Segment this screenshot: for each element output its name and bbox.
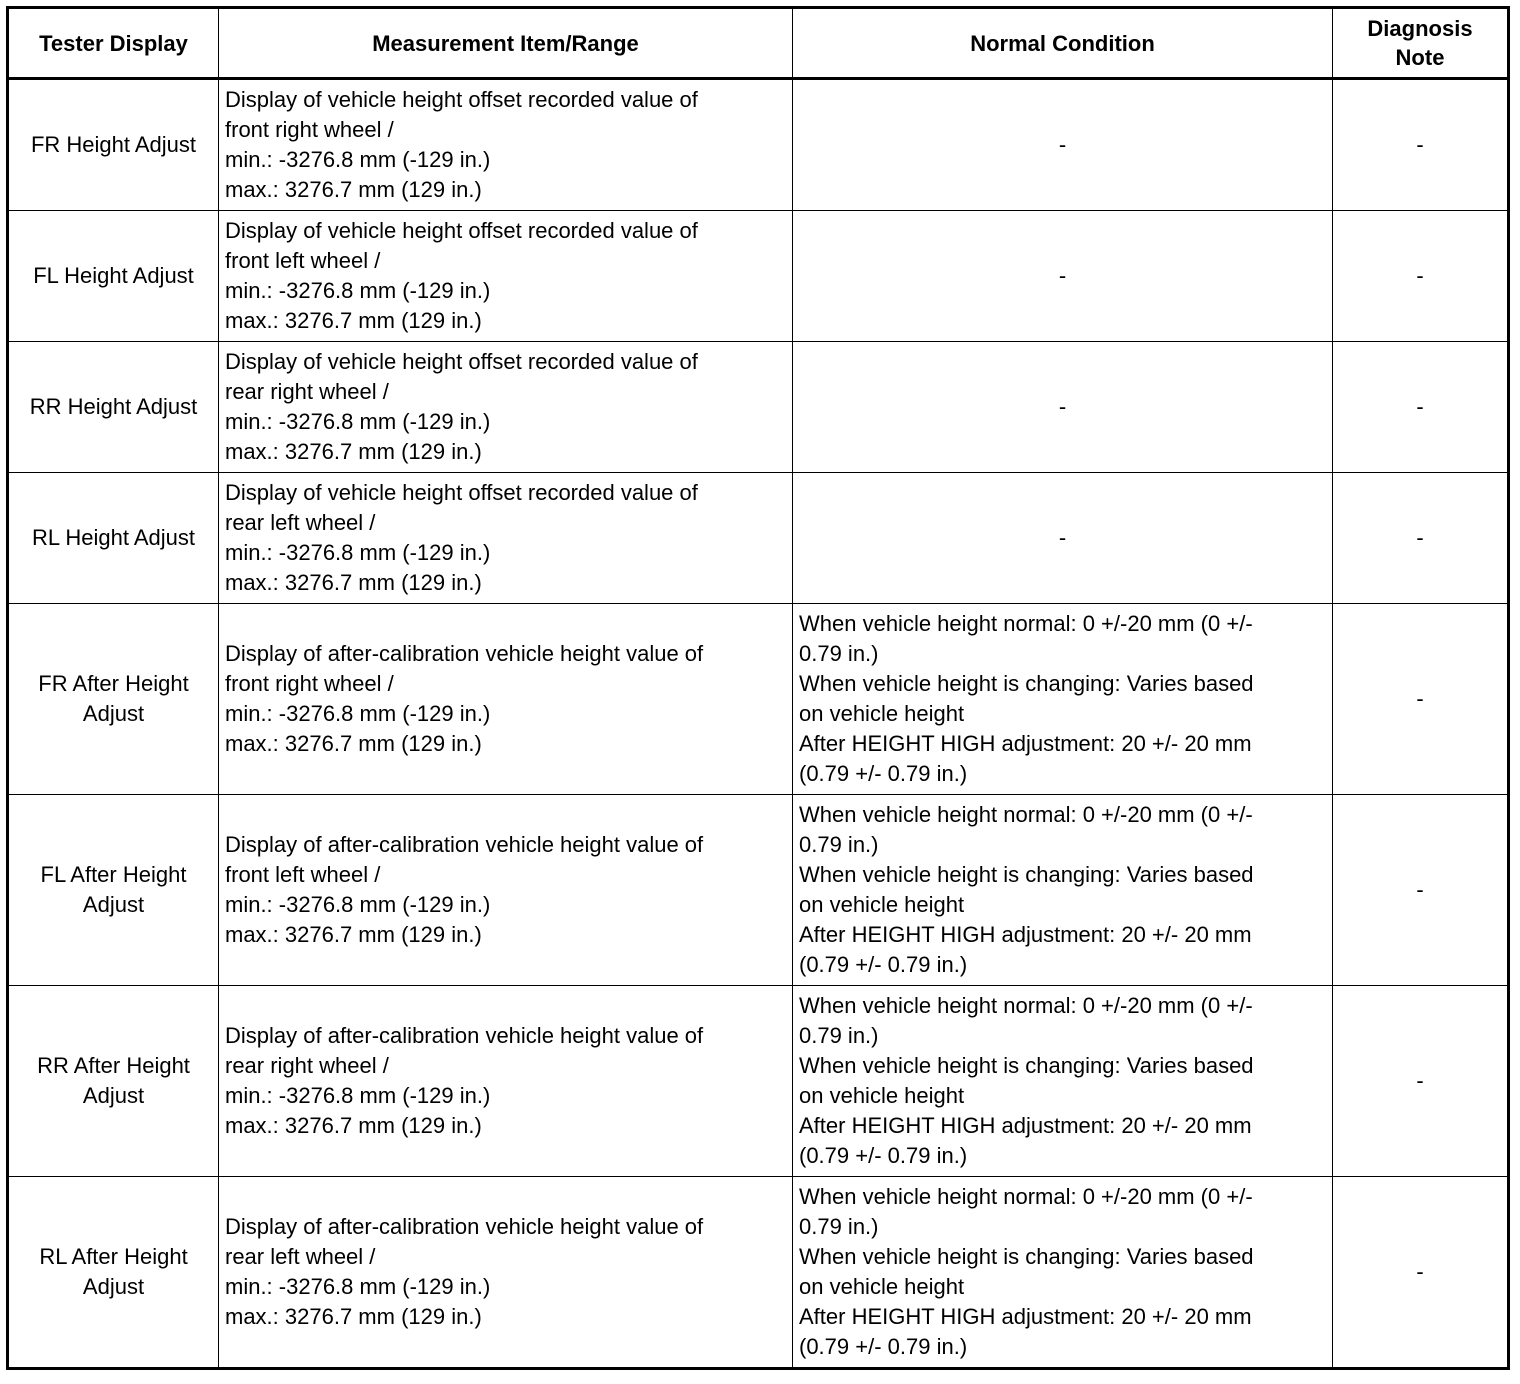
measurement-line: rear right wheel / [225,1053,389,1078]
normal-condition-line: 0.79 in.) [799,1214,879,1239]
tester-display-line: RR Height Adjust [29,394,198,419]
table-row [8,986,1509,1177]
tester-display-cell [8,1177,219,1369]
normal-condition-line: 0.79 in.) [799,641,879,666]
normal-condition-line: 0.79 in.) [799,832,879,857]
tester-display-cell [8,795,219,986]
tester-display-line: RL Height Adjust [31,525,196,550]
measurement-line: Display of vehicle height offset recorded value of [225,218,698,243]
tester-display-cell [8,79,219,211]
measurement-cell [219,211,793,342]
measurement-line: min.: -3276.8 mm (-129 in.) [225,147,491,172]
header-tester-display: Tester Display [8,8,219,79]
normal-condition-line: After HEIGHT HIGH adjustment: 20 +/- 20 mm [799,1304,1252,1329]
normal-condition-line: (0.79 +/- 0.79 in.) [799,1334,968,1359]
normal-condition-cell [793,211,1333,342]
normal-condition-cell [793,342,1333,473]
normal-condition-line: on vehicle height [799,1083,965,1108]
table-body [8,79,1509,1369]
normal-condition-cell [793,986,1333,1177]
normal-condition-line: on vehicle height [799,892,965,917]
normal-condition-line: (0.79 +/- 0.79 in.) [799,952,968,977]
normal-condition-line: - [1058,394,1067,419]
normal-condition-line: When vehicle height is changing: Varies based [799,1053,1254,1078]
table-row [8,473,1509,604]
tester-display-cell [8,473,219,604]
diagnosis-note-cell: - [1333,795,1509,986]
measurement-line: Display of vehicle height offset recorded value of [225,87,698,112]
normal-condition-line: When vehicle height is changing: Varies based [799,1244,1254,1269]
measurement-line: min.: -3276.8 mm (-129 in.) [225,278,491,303]
tester-display-line: FL After Height [40,862,187,887]
normal-condition-line: When vehicle height normal: 0 +/-20 mm (0 +/- [799,1184,1253,1209]
diagnosis-note-cell: - [1333,211,1509,342]
normal-condition-cell [793,79,1333,211]
measurement-cell [219,79,793,211]
tester-display-line: RR After Height [37,1053,190,1078]
tester-display-line: RL After Height [39,1244,188,1269]
normal-condition-line: When vehicle height normal: 0 +/-20 mm (0 +/- [799,802,1253,827]
diagnosis-note-cell: - [1333,79,1509,211]
measurement-line: rear right wheel / [225,379,389,404]
diagnosis-note-cell: - [1333,342,1509,473]
measurement-line: Display of after-calibration vehicle height value of [225,641,704,666]
measurement-line: front left wheel / [225,248,381,273]
measurement-line: min.: -3276.8 mm (-129 in.) [225,540,491,565]
normal-condition-line: After HEIGHT HIGH adjustment: 20 +/- 20 mm [799,731,1252,756]
header-normal-condition: Normal Condition [793,8,1333,79]
tester-display-line: FR After Height [38,671,189,696]
diagnosis-note-cell: - [1333,986,1509,1177]
normal-condition-cell [793,1177,1333,1369]
header-diagnosis-note [1333,8,1509,79]
tester-display-cell [8,604,219,795]
data-list-table [6,6,1510,1370]
measurement-line: Display of vehicle height offset recorded value of [225,480,698,505]
header-row [8,8,1509,79]
normal-condition-line: When vehicle height is changing: Varies based [799,671,1254,696]
tester-display-line: FL Height Adjust [33,263,194,288]
measurement-line: max.: 3276.7 mm (129 in.) [225,570,482,595]
measurement-cell [219,473,793,604]
measurement-line: rear left wheel / [225,510,376,535]
measurement-line: Display of vehicle height offset recorded value of [225,349,698,374]
normal-condition-line: on vehicle height [799,701,965,726]
tester-display-line: Adjust [82,701,145,726]
tester-display-line: Adjust [82,892,145,917]
tester-display-cell [8,342,219,473]
measurement-line: max.: 3276.7 mm (129 in.) [225,308,482,333]
normal-condition-line: When vehicle height is changing: Varies based [799,862,1254,887]
normal-condition-line: When vehicle height normal: 0 +/-20 mm (0 +/- [799,993,1253,1018]
measurement-line: Display of after-calibration vehicle height value of [225,1023,704,1048]
normal-condition-cell [793,604,1333,795]
table-row [8,1177,1509,1369]
normal-condition-line: (0.79 +/- 0.79 in.) [799,1143,968,1168]
normal-condition-line: - [1058,132,1067,157]
diagnosis-note-cell: - [1333,604,1509,795]
measurement-line: front right wheel / [225,117,394,142]
normal-condition-line: After HEIGHT HIGH adjustment: 20 +/- 20 mm [799,1113,1252,1138]
normal-condition-line: on vehicle height [799,1274,965,1299]
tester-display-line: Adjust [82,1274,145,1299]
table-row [8,795,1509,986]
diagnosis-note-cell: - [1333,473,1509,604]
normal-condition-cell [793,795,1333,986]
measurement-line: max.: 3276.7 mm (129 in.) [225,177,482,202]
measurement-line: min.: -3276.8 mm (-129 in.) [225,1083,491,1108]
table-row [8,342,1509,473]
header-diagnosis-note-line1: Diagnosis [1367,16,1473,41]
measurement-line: max.: 3276.7 mm (129 in.) [225,1113,482,1138]
tester-display-cell [8,986,219,1177]
measurement-line: front right wheel / [225,671,394,696]
normal-condition-line: After HEIGHT HIGH adjustment: 20 +/- 20 mm [799,922,1252,947]
measurement-line: Display of after-calibration vehicle height value of [225,1214,704,1239]
measurement-line: max.: 3276.7 mm (129 in.) [225,439,482,464]
measurement-cell [219,986,793,1177]
normal-condition-line: - [1058,263,1067,288]
tester-display-cell [8,211,219,342]
measurement-line: max.: 3276.7 mm (129 in.) [225,731,482,756]
measurement-line: min.: -3276.8 mm (-129 in.) [225,892,491,917]
normal-condition-line: When vehicle height normal: 0 +/-20 mm (0 +/- [799,611,1253,636]
measurement-line: Display of after-calibration vehicle height value of [225,832,704,857]
measurement-line: front left wheel / [225,862,381,887]
normal-condition-line: (0.79 +/- 0.79 in.) [799,761,968,786]
measurement-line: max.: 3276.7 mm (129 in.) [225,1304,482,1329]
measurement-cell [219,604,793,795]
measurement-cell [219,795,793,986]
measurement-line: min.: -3276.8 mm (-129 in.) [225,1274,491,1299]
normal-condition-line: 0.79 in.) [799,1023,879,1048]
measurement-line: min.: -3276.8 mm (-129 in.) [225,409,491,434]
header-measurement: Measurement Item/Range [219,8,793,79]
tester-display-line: FR Height Adjust [30,132,197,157]
measurement-cell [219,342,793,473]
measurement-line: min.: -3276.8 mm (-129 in.) [225,701,491,726]
normal-condition-line: - [1058,525,1067,550]
measurement-line: max.: 3276.7 mm (129 in.) [225,922,482,947]
measurement-line: rear left wheel / [225,1244,376,1269]
table-row [8,604,1509,795]
header-diagnosis-note-line2: Note [1395,45,1445,70]
measurement-cell [219,1177,793,1369]
tester-display-line: Adjust [82,1083,145,1108]
normal-condition-cell [793,473,1333,604]
table-row [8,79,1509,211]
table-row [8,211,1509,342]
diagnosis-note-cell: - [1333,1177,1509,1369]
